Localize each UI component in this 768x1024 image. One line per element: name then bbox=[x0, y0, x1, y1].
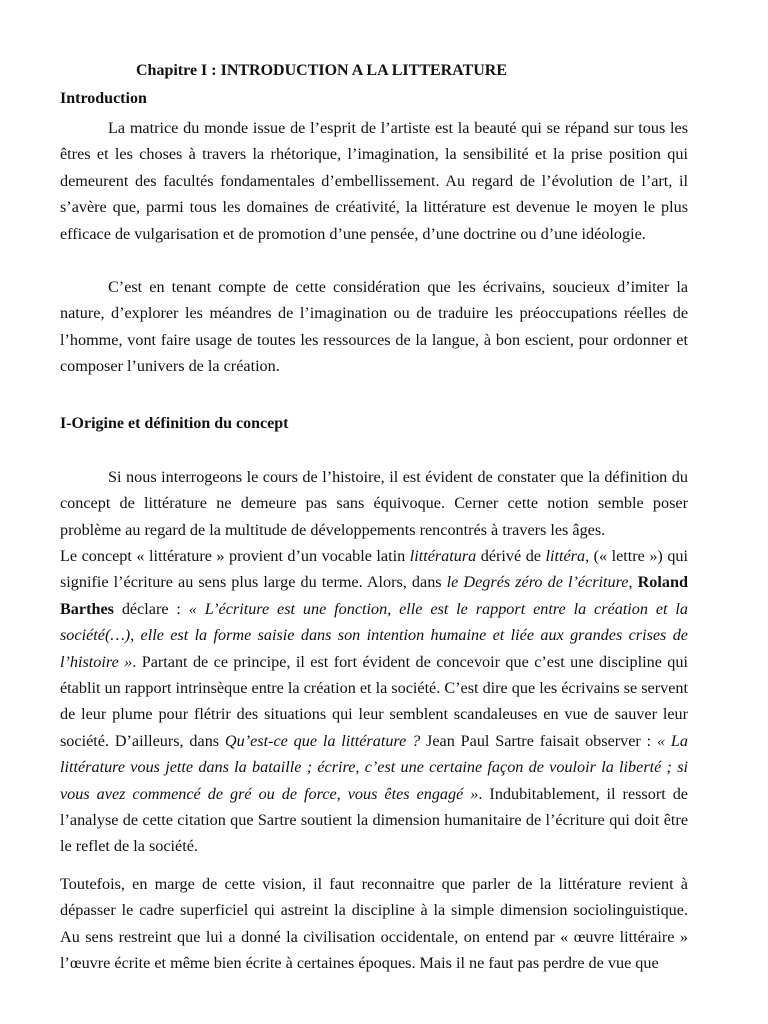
book-title: le Degrés zéro de l’écriture bbox=[446, 573, 629, 592]
section-paragraph-3: Toutefois, en marge de cette vision, il faut reconnaitre que parler de la littérature revient à dépasser le cadre superficiel qui astreint la discipline à la simple dimension sociolinguistique. Au sens restreint que lui a donné la civilisation occidentale, on entend par « œuvre littéraire » l’œuvre écrite et même bien écrite à certaines époques. Mais il ne faut pas perdre de vue que bbox=[60, 875, 688, 973]
sartre-book-title: Qu’est-ce que la littérature ? bbox=[224, 731, 421, 750]
intro-paragraph-2: C’est en tenant compte de cette considération que les écrivains, soucieux d’imiter la nature, d’explorer les méandres de l’imagination ou de traduire les préoccupations réelles de l’homme, vont faire usage de toutes les ressources de la langue, à bon escient, pour ordonner et composer l’univers de la création. bbox=[60, 278, 688, 376]
text-run: Le concept « littérature » provient d’un vocable latin bbox=[60, 547, 410, 565]
text-run: , bbox=[628, 573, 638, 592]
latin-root: littéra bbox=[545, 547, 586, 565]
text-run: . Indubitablement, il ressort de l’analyse de cette citation que Sartre soutient la dimension humanitaire de l’écriture qui doit être le reflet de la société. bbox=[60, 784, 688, 856]
text-run: déclare : bbox=[113, 599, 189, 618]
introduction-heading: Introduction bbox=[60, 90, 147, 107]
chapter-title: Chapitre I : INTRODUCTION A LA LITTERATURE bbox=[136, 62, 508, 79]
author-name: Roland Barthes bbox=[60, 573, 688, 618]
barthes-quote: « L’écriture est une fonction, elle est le rapport entre la création et la société(…), elle est la forme saisie dans son intention humaine et liée aux grandes crises de l’histoire » bbox=[60, 599, 689, 671]
latin-term: littératura bbox=[409, 547, 477, 565]
section-paragraph-2 bbox=[60, 543, 688, 860]
text-run: Jean Paul Sartre faisait observer : bbox=[420, 731, 657, 750]
sartre-quote: « La littérature vous jette dans la bataille ; écrire, c’est une certaine façon de vouloir la liberté ; si vous avez commencé de gré ou de force, vous êtes engagé » bbox=[60, 731, 688, 803]
section-paragraph-1: Si nous interrogeons le cours de l’histoire, il est évident de constater que la définition du concept de littérature ne demeure pas sans équivoque. Cerner cette notion semble poser problème au regard de la multitude de développements rencontrés à travers les âges. bbox=[60, 468, 688, 539]
text-run: . Partant de ce principe, il est fort évident de concevoir que c’est une discipline qui établit un rapport intrinsèque entre la création et la société. C’est dire que les écrivains se servent de leur plume pour flétrir des situations qui leur semblent scandaleuses en vue de sauver leur société. D’ailleurs, dans bbox=[60, 652, 688, 750]
text-run: dérivé de bbox=[476, 547, 546, 565]
intro-paragraph-1: La matrice du monde issue de l’esprit de l’artiste est la beauté qui se répand sur tous les êtres et les choses à travers la rhétorique, l’imagination, la sensibilité et la prise position qui demeurent des facultés fondamentales d’embellissement. Au regard de l’évolution de l’art, il s’avère que, parmi tous les domaines de créativité, la littérature est devenue le moyen le plus efficace de vulgarisation et de promotion d’une pensée, d’une doctrine ou d’une idéologie. bbox=[60, 119, 688, 243]
section-heading: I-Origine et définition du concept bbox=[60, 415, 289, 432]
text-run: , (« lettre ») qui signifie l’écriture au sens plus large du terme. Alors, dans bbox=[60, 547, 688, 592]
